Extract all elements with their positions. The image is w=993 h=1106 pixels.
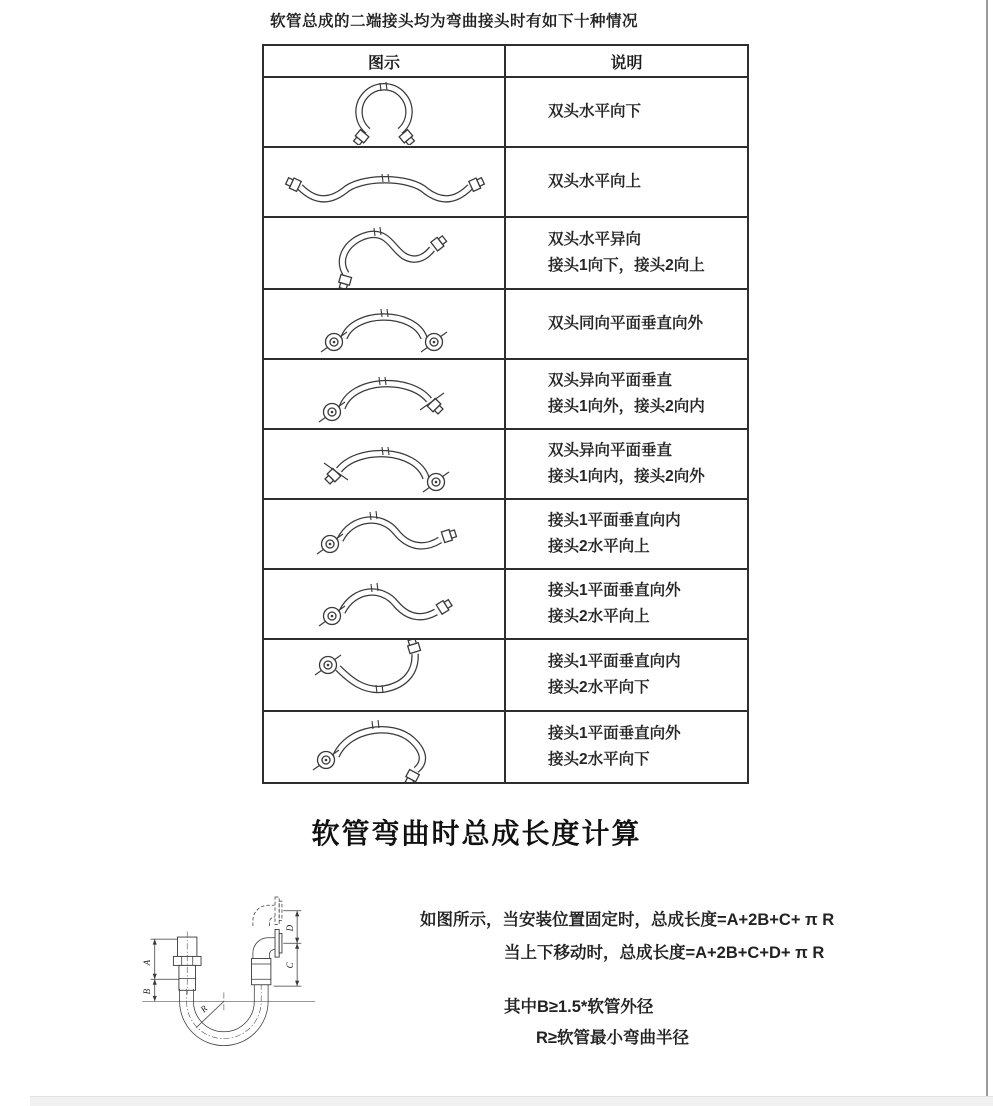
row-description: 接头1平面垂直向内 [548, 512, 681, 529]
row-description: 双头水平向上 [548, 173, 642, 190]
hose-arch-both-flanges-outward-icon [264, 290, 504, 358]
section-title: 软管弯曲时总成长度计算 [311, 818, 642, 849]
row-description: 双头同向平面垂直向外 [548, 315, 704, 332]
hose-c-flange-out-end2-down-icon [264, 712, 504, 782]
row-description: 接头2水平向上 [548, 538, 650, 555]
intro-title: 软管总成的二端接头均为弯曲接头时有如下十种情况 [270, 13, 639, 30]
dim-label-b: B [141, 988, 152, 995]
hose-s-curve-ends-opposite-icon [264, 218, 504, 288]
table-row [263, 359, 748, 429]
hose-length-diagram [125, 855, 405, 1100]
page-right-edge [986, 0, 988, 1106]
table-row [263, 289, 748, 359]
dim-label-r: R [198, 1003, 210, 1015]
table-row [263, 499, 748, 569]
table-row [263, 569, 748, 639]
note-r: R≥软管最小弯曲半径 [536, 1029, 689, 1047]
hose-open-ring-both-ends-horizontal-down-icon [264, 79, 504, 145]
hose-s-flange-out-end2-up-icon [264, 570, 504, 638]
row-description: 接头1平面垂直向外 [548, 582, 681, 599]
row-description: 接头1向下，接头2向上 [548, 257, 705, 274]
table-header-row [263, 45, 748, 77]
calculation-block [420, 906, 834, 1048]
row-description: 双头水平向下 [548, 103, 642, 120]
header-description: 说明 [505, 45, 748, 77]
table-row [263, 429, 748, 499]
formula-fixed: 如图所示，当安装位置固定时，总成长度=A+2B+C+ π R [420, 911, 835, 929]
hose-arch-elbow-in-flange-out-icon [264, 430, 504, 498]
footer-bar [30, 1096, 993, 1106]
hose-arch-flange-out-elbow-in-icon [264, 360, 504, 428]
row-description: 接头2水平向下 [548, 679, 650, 696]
row-description: 接头1平面垂直向外 [548, 725, 681, 742]
note-b: 其中B≥1.5*软管外径 [504, 998, 654, 1016]
hose-wave-both-ends-horizontal-up-icon [264, 149, 504, 215]
dim-label-a: A [141, 959, 152, 966]
row-description: 接头2水平向上 [548, 608, 650, 625]
row-description: 接头2水平向下 [548, 751, 650, 768]
table-row [263, 217, 748, 289]
dim-label-c: C [285, 962, 295, 969]
row-description: 接头1向内，接头2向外 [548, 468, 705, 485]
table-row [263, 77, 748, 147]
configurations-table [262, 44, 749, 784]
table-row [263, 639, 748, 711]
row-description: 接头1向外，接头2向内 [548, 398, 705, 415]
hose-j-flange-in-end2-down-icon [264, 640, 504, 710]
row-description: 双头异向平面垂直 [548, 442, 673, 459]
row-description: 接头1平面垂直向内 [548, 653, 681, 670]
formula-moving: 当上下移动时，总成长度=A+2B+C+D+ π R [504, 944, 825, 962]
row-description: 双头水平异向 [548, 231, 642, 248]
table-row [263, 711, 748, 783]
row-description: 双头异向平面垂直 [548, 372, 673, 389]
header-illustration: 图示 [263, 45, 505, 77]
table-row [263, 147, 748, 217]
hose-s-flange-in-end2-up-icon [264, 500, 504, 568]
dim-label-d: D [284, 924, 295, 932]
